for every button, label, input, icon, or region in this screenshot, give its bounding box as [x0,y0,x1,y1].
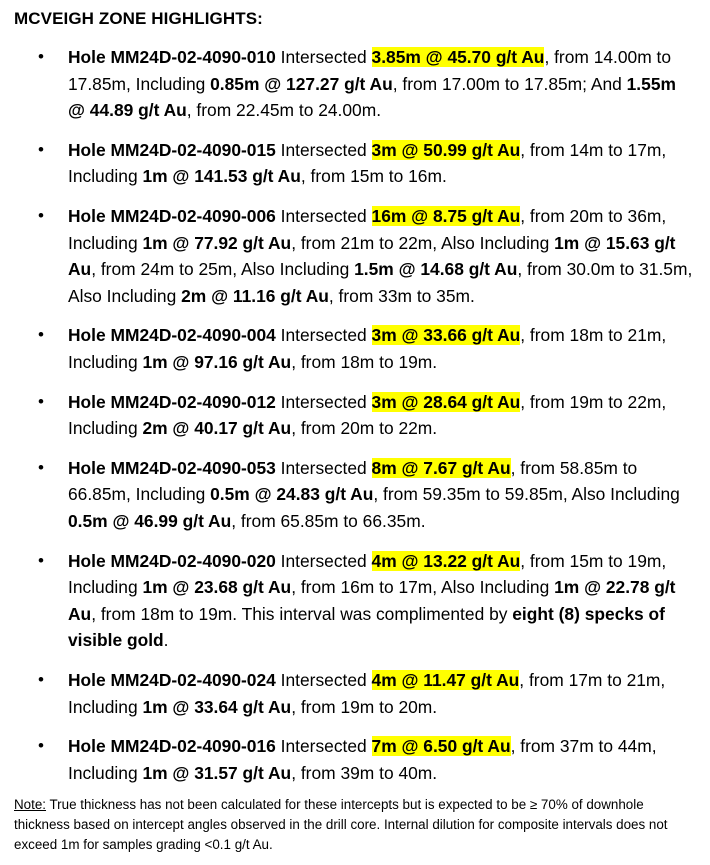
body-text: , from 22.45m to 24.00m. [186,100,382,120]
bold-text: 1m @ 97.16 g/t Au [142,351,292,372]
list-item [0,44,710,124]
body-text: , from 14m to 17m, Including [68,139,667,187]
body-text: Intersected [275,736,372,757]
body-text: , from 30.0m to 31.5m, Also Including [68,259,693,306]
bullet-icon: • [38,391,44,411]
body-text: , from 20m to 36m, Including [68,206,667,253]
bold-text: 0.85m @ 127.27 g/t Au [210,73,393,94]
bold-text: eight (8) specks of visible gold [68,603,665,651]
body-text: Intersected [275,550,372,571]
bold-text: Hole MM24D-02-4090-020 [68,550,276,571]
body-text: Intersected [275,206,372,227]
list-item [0,389,710,442]
body-text: , from 39m to 40m. [291,762,438,783]
bullet-icon: • [38,139,44,159]
body-text: , from 16m to 17m, Also Including [291,577,555,598]
body-text: , from 58.85m to 66.85m, Including [68,457,638,505]
bold-text: Hole MM24D-02-4090-012 [68,391,276,412]
body-text: , from 65.85m to 66.35m. [231,510,426,531]
body-text: , from 18m to 21m, Including [68,325,667,372]
bold-text: 2m @ 11.16 g/t Au [181,285,329,306]
highlighted-intercept: 3m @ 50.99 g/t Au [371,139,521,160]
bold-text: Hole MM24D-02-4090-015 [68,139,276,160]
bullet-icon: • [38,550,44,570]
body-text: , from 18m to 19m. [291,351,438,372]
highlighted-intercept: 7m @ 6.50 g/t Au [371,736,511,757]
bullet-icon: • [38,325,44,345]
body-text: , from 24m to 25m, Also Including [91,259,355,280]
body-text: , from 33m to 35m. [328,285,475,306]
highlighted-intercept: 3m @ 28.64 g/t Au [371,391,521,412]
section-heading: MCVEIGH ZONE HIGHLIGHTS: [14,9,263,28]
bold-text: Hole MM24D-02-4090-053 [68,457,276,478]
bullet-icon: • [38,670,44,690]
bold-text: 1.5m @ 14.68 g/t Au [354,259,518,280]
body-text: , from 19m to 22m, Including [68,391,667,439]
list-item [0,548,710,654]
list-item [0,137,710,190]
footnote [14,795,698,855]
body-text: , from 17m to 21m, Including [68,670,666,717]
body-text: , from 18m to 19m. This interval was complimented by [91,603,513,624]
bold-text: 0.5m @ 46.99 g/t Au [68,510,232,531]
body-text: Intersected [275,670,372,691]
highlighted-intercept: 3m @ 33.66 g/t Au [371,325,521,346]
body-text: Intersected [275,47,372,67]
list-item [0,455,710,535]
body-text: Intersected [275,391,372,412]
body-text: , from 14.00m to 17.85m, Including [68,47,672,94]
highlighted-intercept: 8m @ 7.67 g/t Au [371,457,511,478]
bold-text: 1m @ 23.68 g/t Au [142,577,292,598]
bold-text: 1.55m @ 44.89 g/t Au [68,73,676,120]
bold-text: Hole MM24D-02-4090-016 [68,736,276,757]
bullet-icon: • [38,457,44,477]
bold-text: 1m @ 31.57 g/t Au [142,762,292,783]
bold-text: 1m @ 141.53 g/t Au [142,166,301,187]
body-text: , from 17.00m to 17.85m; And [392,73,627,94]
bullet-icon: • [38,206,44,226]
list-item [0,733,710,786]
body-text: Intersected [275,325,372,346]
highlighted-intercept: 4m @ 13.22 g/t Au [371,550,521,571]
bold-text: 1m @ 77.92 g/t Au [142,232,292,253]
bold-text: 1m @ 15.63 g/t Au [68,232,676,280]
body-text: . [163,630,169,651]
body-text: Intersected [275,457,372,478]
highlighted-intercept: 3.85m @ 45.70 g/t Au [371,47,545,67]
bold-text: Hole MM24D-02-4090-024 [68,670,276,691]
highlighted-intercept: 4m @ 11.47 g/t Au [371,670,520,691]
body-text: , from 37m to 44m, Including [68,736,657,783]
bold-text: Hole MM24D-02-4090-004 [68,325,276,346]
body-text: , from 59.35m to 59.85m, Also Including [373,484,680,505]
bold-text: 2m @ 40.17 g/t Au [142,418,292,439]
body-text: Intersected [275,139,372,160]
list-item [0,322,710,375]
body-text: , from 15m to 16m. [300,166,447,187]
highlights-list [0,44,710,800]
bold-text: 1m @ 22.78 g/t Au [68,577,676,624]
body-text: , from 20m to 22m. [291,418,438,439]
bold-text: 1m @ 33.64 g/t Au [142,696,292,717]
bold-text: 0.5m @ 24.83 g/t Au [210,484,374,505]
body-text: , from 15m to 19m, Including [68,550,667,598]
bullet-icon: • [38,47,44,66]
note-text: True thickness has not been calculated for these intercepts but is expected to be ≥ 70% of downhole thickness based on intercept angles observed in the drill core. Internal dilution for composite intervals does not exceed 1m for samples grading <0.1 g/t Au. [14,797,668,852]
bullet-icon: • [38,736,44,756]
bold-text: Hole MM24D-02-4090-010 [68,47,276,67]
body-text: , from 21m to 22m, Also Including [291,232,555,253]
list-item [0,203,710,309]
highlighted-intercept: 16m @ 8.75 g/t Au [371,206,521,227]
list-item [0,667,710,720]
body-text: , from 19m to 20m. [291,696,438,717]
note-label: Note: [14,797,47,812]
bold-text: Hole MM24D-02-4090-006 [68,206,276,227]
